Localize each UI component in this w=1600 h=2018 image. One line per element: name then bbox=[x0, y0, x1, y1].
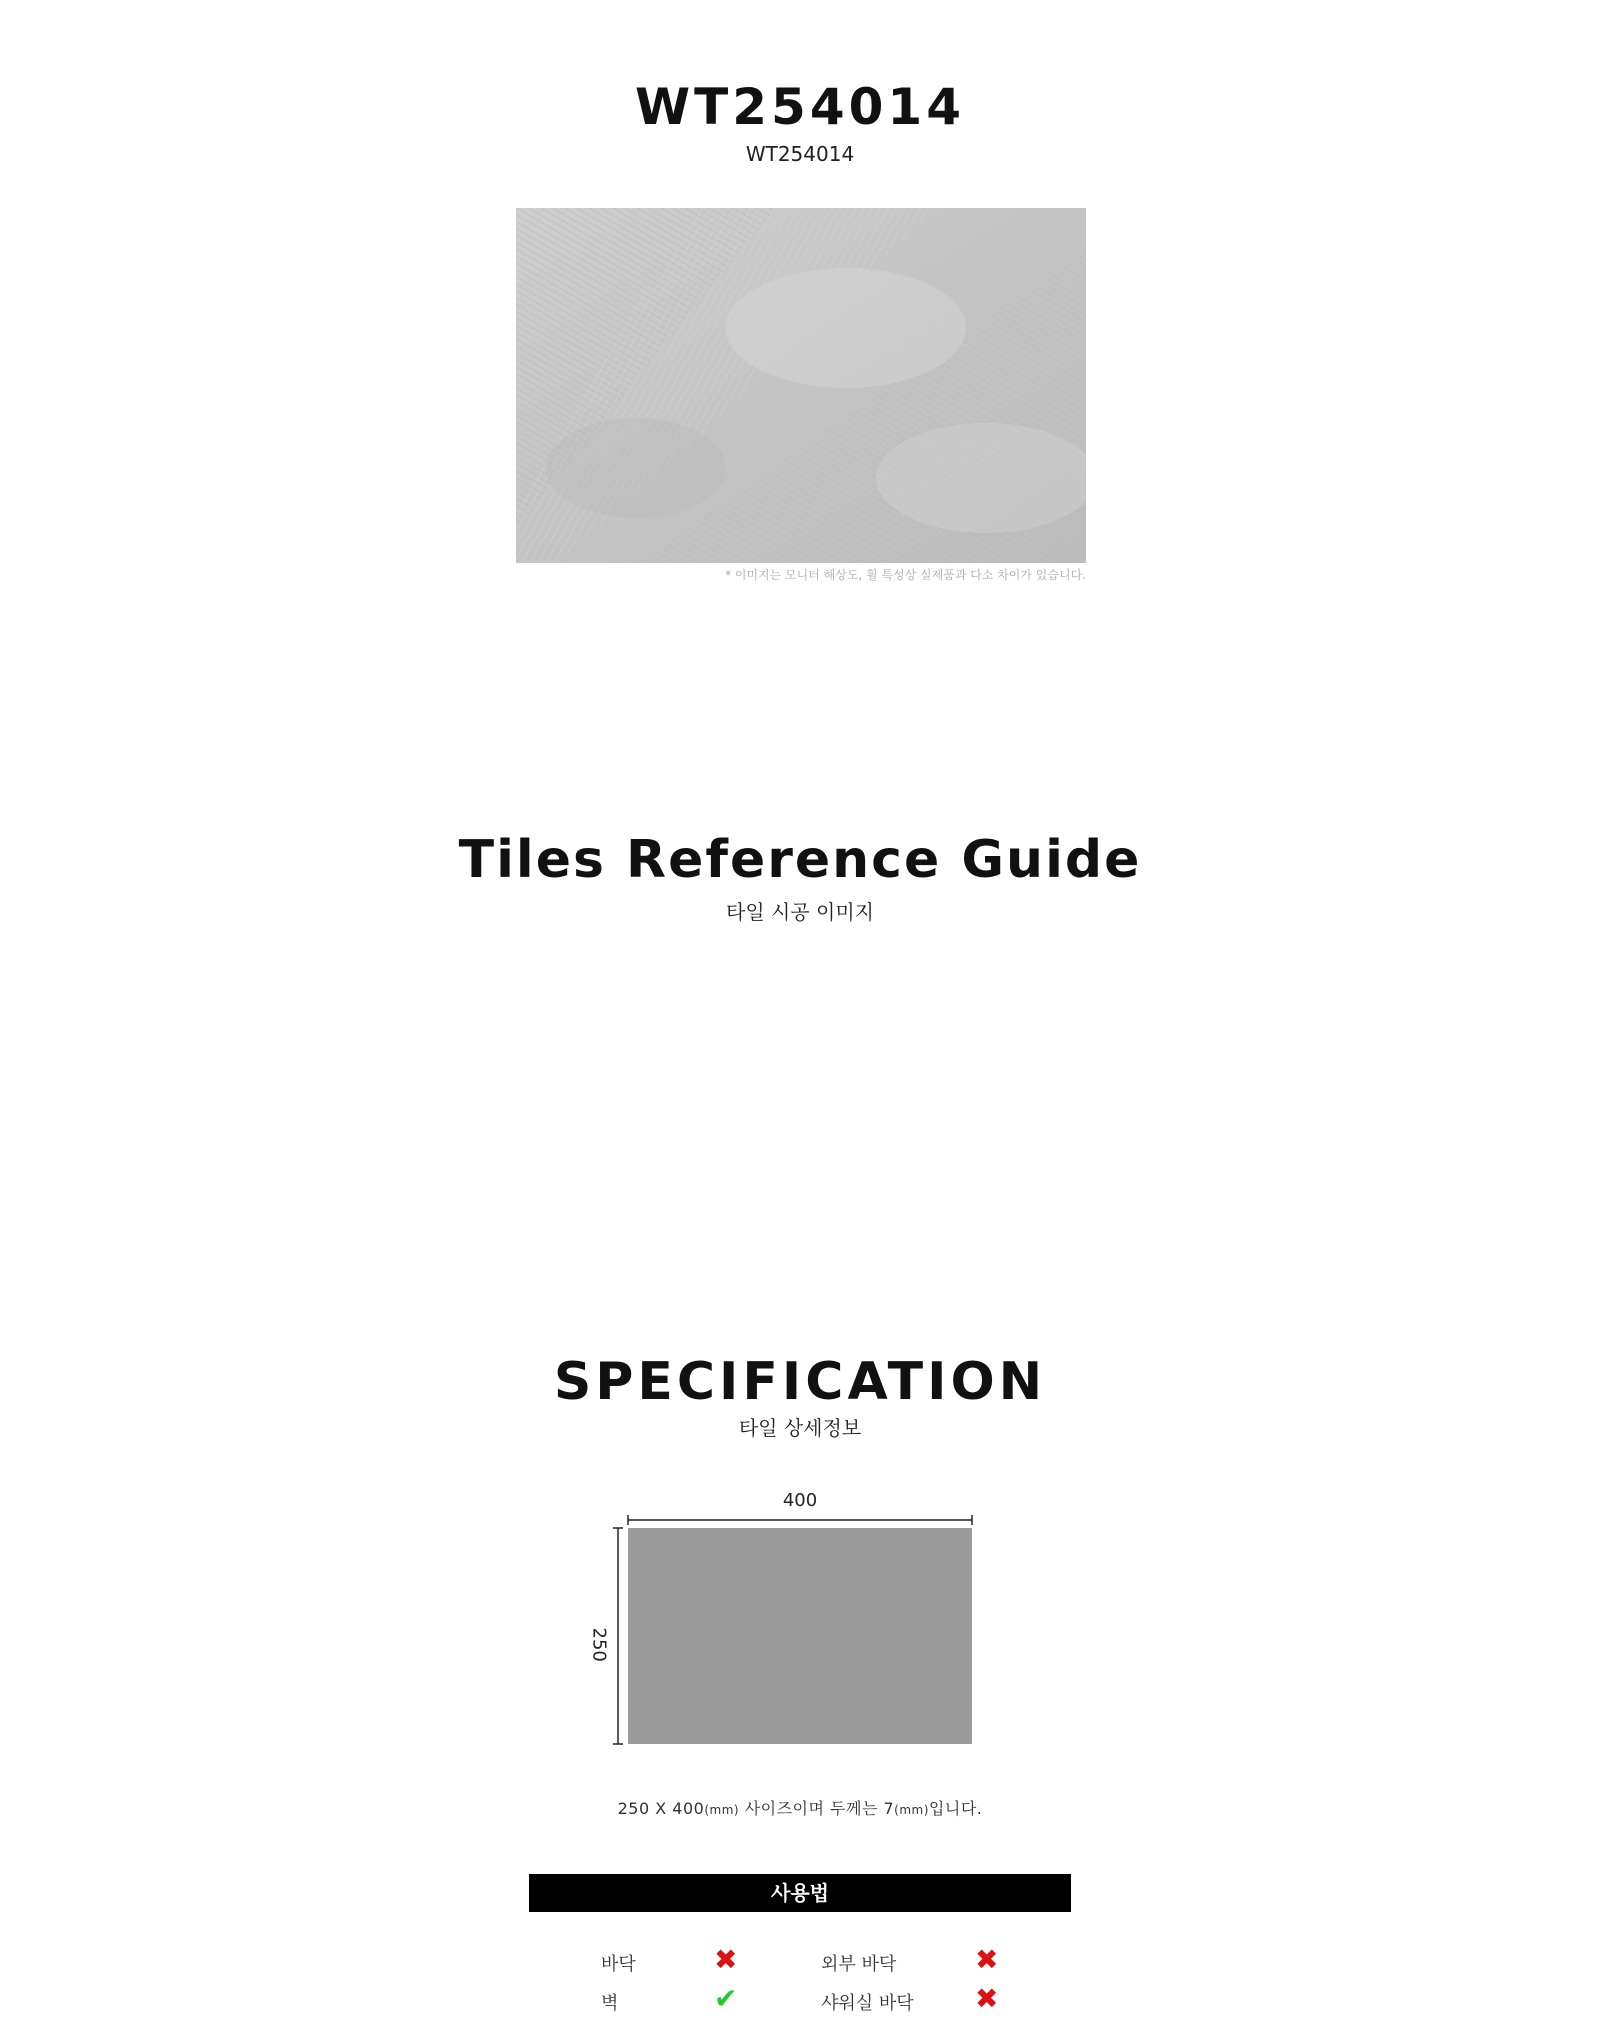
usage-shower-floor-no-icon: ✖ bbox=[975, 1982, 999, 2015]
usage-label-floor: 바닥 bbox=[601, 1954, 636, 1975]
usage-wall-yes-icon: ✔ bbox=[714, 1982, 738, 2015]
usage-floor-no-icon: ✖ bbox=[714, 1943, 738, 1976]
specification-subtitle: 타일 상세정보 bbox=[738, 1416, 862, 1440]
reference-guide-title: Tiles Reference Guide bbox=[458, 830, 1142, 890]
usage-label-shower-floor: 샤워실 바닥 bbox=[821, 1993, 914, 2014]
usage-label-wall: 벽 bbox=[601, 1993, 619, 2014]
tile-product-image bbox=[516, 208, 1086, 563]
usage-outdoor-floor-no-icon: ✖ bbox=[975, 1943, 999, 1976]
usage-label-outdoor-floor: 외부 바닥 bbox=[821, 1954, 897, 1975]
product-code-subtitle: WT254014 bbox=[745, 142, 855, 166]
tile-width-label: 400 bbox=[782, 1490, 818, 1511]
tile-dimension-diagram bbox=[610, 1510, 980, 1750]
image-disclaimer-note: * 이미지는 모니터 해상도, 휠 특성상 실제품과 다소 차이가 있습니다. bbox=[725, 568, 1086, 582]
usage-header: 사용법 bbox=[529, 1874, 1071, 1912]
product-code-title: WT254014 bbox=[635, 78, 965, 136]
specification-title: SPECIFICATION bbox=[553, 1352, 1047, 1412]
reference-guide-subtitle: 타일 시공 이미지 bbox=[726, 900, 874, 924]
tile-shape bbox=[628, 1528, 972, 1744]
tile-height-label: 250 bbox=[588, 1627, 610, 1662]
tile-size-description: 250 X 400(mm) 사이즈이며 두께는 7(mm)입니다. bbox=[617, 1799, 983, 1818]
